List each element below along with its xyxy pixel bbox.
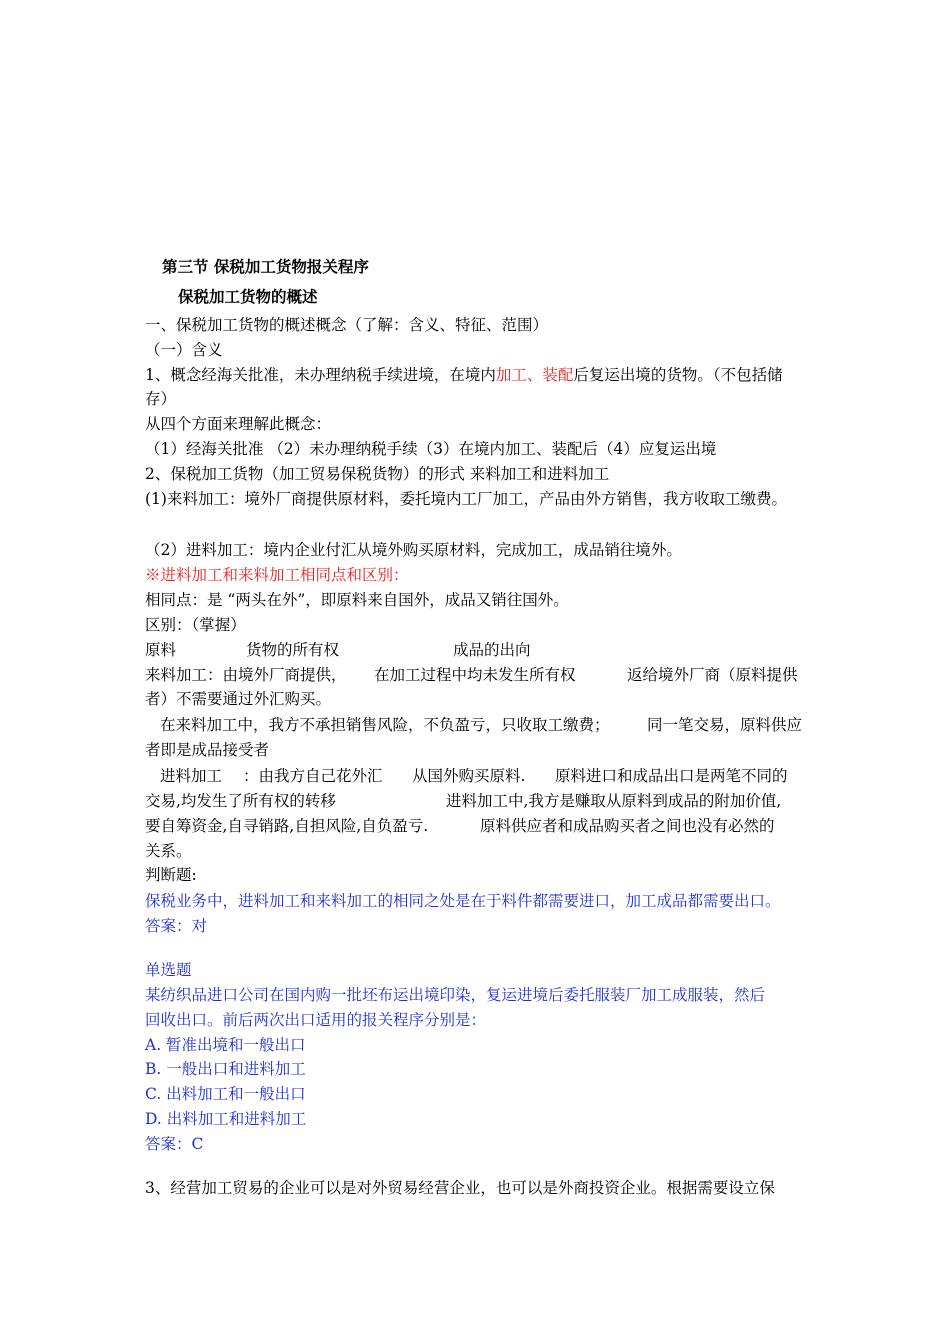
- paragraph-enterprises: 3、经营加工贸易的企业可以是对外贸易经营企业，也可以是外商投资企业。根据需要设立保: [145, 1179, 775, 1197]
- table-head-3: 成品的出向: [453, 641, 531, 659]
- option-a: A. 暂准出境和一般出口: [145, 1036, 306, 1054]
- judge-answer: 答案：对: [145, 917, 208, 935]
- paragraph-aspects-list: （1）经海关批准 （2）未办理纳税手续（3）在境内加工、装配后（4）应复运出境: [145, 440, 717, 458]
- jinli-row-1c: 从国外购买原料.: [412, 767, 526, 785]
- paragraph-similarity: 相同点：是 “两头在外”，即原料来自国外，成品又销往国外。: [145, 591, 569, 609]
- heading-comparison: ※进料加工和来料加工相同点和区别：: [145, 566, 409, 584]
- jinli-row-3b: 原料供应者和成品购买者之间也没有必然的: [480, 817, 775, 835]
- jinli-row-1a: 进料加工: [160, 767, 223, 785]
- paragraph-laili: (1)来料加工：境外厂商提供原材料，委托境内工厂加工，产品由外方销售，我方收取工缴费。: [145, 490, 787, 508]
- heading-meaning: （一）含义: [145, 341, 223, 359]
- jinli-row-3a: 要自筹资金,自寻销路,自担风险,自负盈亏.: [145, 817, 429, 835]
- laili-row-3b: 同一笔交易，原料供应: [647, 716, 803, 734]
- laili-row-1c: 返给境外厂商（原料提供: [627, 666, 798, 684]
- single-choice-question-1: 某纺织品进口公司在国内购一批坯布运出境印染，复运进境后委托服装厂加工成服装，然后: [145, 986, 766, 1004]
- paragraph-four-aspects: 从四个方面来理解此概念：: [145, 415, 332, 433]
- laili-row-4: 者即是成品接受者: [145, 741, 270, 759]
- option-d: D. 出料加工和进料加工: [145, 1110, 307, 1128]
- table-head-2: 货物的所有权: [246, 641, 340, 659]
- table-head-1: 原料: [145, 641, 177, 659]
- single-choice-label: 单选题: [145, 961, 192, 979]
- jinli-row-2b: 进料加工中,我方是赚取从原料到成品的附加价值,: [446, 792, 782, 810]
- laili-row-3a: 在来料加工中，我方不承担销售风险，不负盈亏，只收取工缴费；: [160, 716, 610, 734]
- text: 1、概念经海关批准，未办理纳税手续进境，在境内: [145, 366, 496, 384]
- option-b: B. 一般出口和进料加工: [145, 1060, 306, 1078]
- single-choice-answer: 答案：C: [145, 1135, 204, 1153]
- laili-row-1a: 来料加工：由境外厂商提供，: [145, 666, 347, 684]
- paragraph-concept: [145, 364, 783, 386]
- paragraph-concept-cont: 存）: [145, 390, 177, 408]
- paragraph-difference: 区别：（掌握）: [145, 616, 246, 634]
- jinli-row-4: 关系。: [145, 842, 192, 860]
- jinli-row-2a: 交易,均发生了所有权的转移: [145, 792, 336, 810]
- judge-label: 判断题:: [145, 866, 197, 884]
- option-c: C. 出料加工和一般出口: [145, 1085, 306, 1103]
- laili-row-1b: 在加工过程中均未发生所有权: [374, 666, 576, 684]
- jinli-row-1d: 原料进口和成品出口是两笔不同的: [555, 767, 788, 785]
- paragraph-forms: 2、保税加工货物（加工贸易保税货物）的形式 来料加工和进料加工: [145, 465, 610, 483]
- jinli-row-1b: ：由我方自己花外汇: [243, 767, 383, 785]
- text: 后复运出境的货物。（不包括储: [573, 366, 783, 384]
- section-title: 第三节 保税加工货物报关程序: [162, 257, 369, 276]
- highlight-text: 加工、装配: [495, 366, 574, 384]
- laili-row-2: 者）不需要通过外汇购买。: [145, 690, 332, 708]
- single-choice-question-2: 回收出口。前后两次出口适用的报关程序分别是：: [145, 1011, 487, 1029]
- judge-question: 保税业务中，进料加工和来料加工的相同之处是在于料件都需要进口，加工成品都需要出口。: [145, 892, 781, 910]
- subsection-title: 保税加工货物的概述: [178, 287, 318, 306]
- paragraph-jinli: （2）进料加工：境内企业付汇从境外购买原材料，完成加工，成品销往境外。: [145, 541, 682, 559]
- heading-concept: 一、保税加工货物的概述概念（了解：含义、特征、范围）: [145, 316, 549, 334]
